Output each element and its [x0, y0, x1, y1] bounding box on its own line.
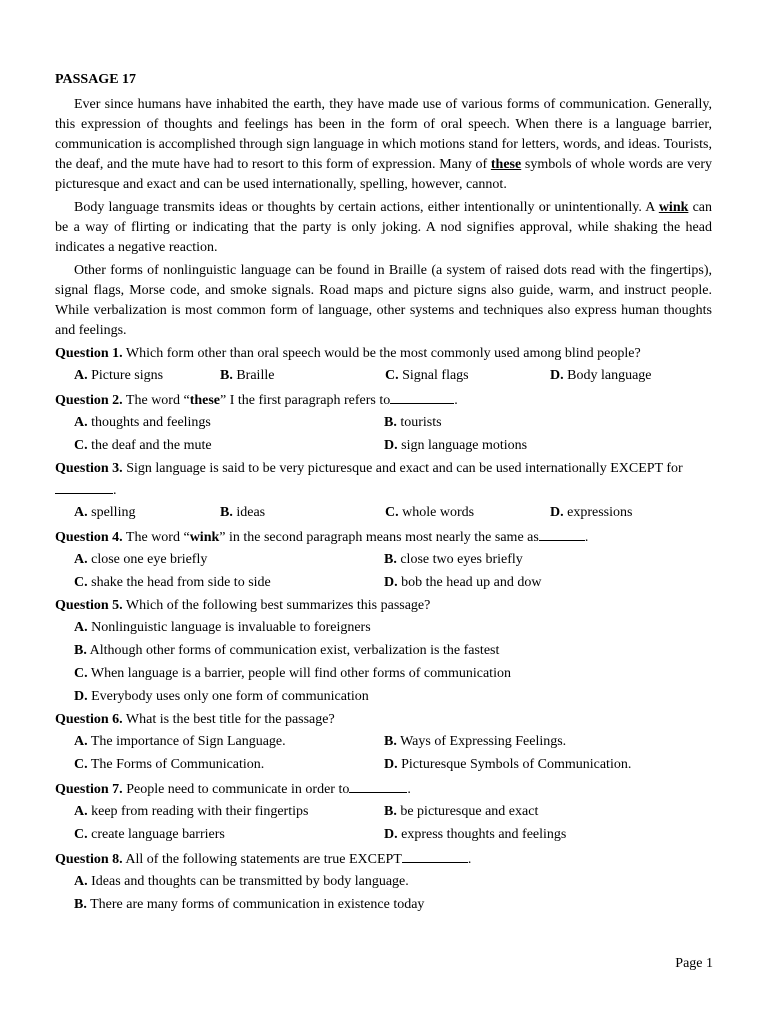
option-b [384, 732, 694, 752]
option-letter: B. [384, 734, 397, 749]
question-1-options [55, 366, 712, 386]
option-text: Picture signs [91, 368, 164, 383]
document-page [55, 70, 712, 918]
option-text: close two eyes briefly [400, 552, 523, 567]
option-letter: A. [74, 874, 88, 889]
question-end: . [467, 852, 472, 867]
question-label: Question 5. [55, 598, 123, 613]
option-text: Nonlinguistic language is invaluable to foreigners [91, 620, 371, 635]
highlighted-word-these: these [490, 157, 522, 172]
paragraph-text: symbols of whole words are very picturesque and exact and can be used internationally, spelling, however, cannot. [55, 157, 712, 192]
question-4 [55, 526, 712, 548]
option-text: The Forms of Communication. [90, 757, 265, 772]
question-2-options-row-2 [55, 436, 712, 456]
option-letter: A. [74, 620, 88, 635]
question-4-options-row-1 [55, 550, 712, 570]
question-keyword: these [189, 393, 221, 408]
question-text: ” I the first paragraph refers to [220, 393, 391, 408]
option-letter: C. [74, 438, 88, 453]
option-c [74, 436, 384, 456]
option-letter: B. [384, 415, 397, 430]
option-text: When language is a barrier, people will find other forms of communication [90, 666, 511, 681]
option-c [385, 366, 550, 386]
option-letter: D. [384, 438, 398, 453]
option-letter: C. [74, 575, 88, 590]
option-letter: A. [74, 804, 88, 819]
option-letter: C. [74, 666, 88, 681]
answer-blank [55, 479, 113, 494]
question-6-options-row-1 [55, 732, 712, 752]
option-d [384, 825, 694, 845]
passage-paragraph-2 [55, 198, 712, 258]
answer-blank [539, 526, 585, 541]
option-text: bob the head up and dow [401, 575, 542, 590]
option-b [384, 413, 694, 433]
question-end: . [113, 483, 117, 498]
option-text: There are many forms of communication in existence today [90, 897, 425, 912]
question-label: Question 7. [55, 782, 123, 797]
option-c [74, 755, 384, 775]
question-3-options [55, 503, 712, 523]
option-letter: D. [384, 827, 398, 842]
question-7-options-row-1 [55, 802, 712, 822]
question-8-option-b [55, 895, 712, 915]
question-5-option-d [55, 687, 712, 707]
option-letter: B. [384, 804, 397, 819]
option-a [74, 366, 220, 386]
option-text: The importance of Sign Language. [90, 734, 286, 749]
answer-blank [402, 848, 468, 863]
question-1 [55, 344, 712, 364]
option-letter: C. [74, 757, 88, 772]
question-end: . [584, 530, 589, 545]
option-letter: A. [74, 552, 88, 567]
option-letter: D. [550, 368, 564, 383]
option-letter: C. [385, 505, 399, 520]
option-a [74, 732, 384, 752]
question-end: . [454, 393, 458, 408]
question-7-options-row-2 [55, 825, 712, 845]
passage-title: PASSAGE 17 [55, 72, 137, 87]
question-label: Question 2. [55, 393, 123, 408]
question-6 [55, 710, 712, 730]
option-b [220, 366, 385, 386]
passage-paragraph-1 [55, 95, 712, 195]
option-letter: D. [384, 757, 398, 772]
option-text: Although other forms of communication exist, verbalization is the fastest [89, 643, 500, 658]
option-letter: B. [220, 368, 233, 383]
option-text: Ways of Expressing Feelings. [400, 734, 567, 749]
option-d [384, 436, 694, 456]
option-text: expressions [567, 505, 633, 520]
option-letter: A. [74, 415, 88, 430]
option-b [384, 550, 694, 570]
answer-blank [349, 778, 407, 793]
option-text: whole words [402, 505, 475, 520]
option-text: Signal flags [402, 368, 469, 383]
option-text: Braille [236, 368, 275, 383]
question-label: Question 8. [55, 852, 123, 867]
option-letter: D. [74, 689, 88, 704]
question-8-option-a [55, 872, 712, 892]
question-text: People need to communicate in order to [122, 782, 350, 797]
option-text: shake the head from side to side [91, 575, 271, 590]
option-d [384, 755, 694, 775]
option-text: be picturesque and exact [400, 804, 539, 819]
question-label: Question 6. [55, 712, 123, 727]
option-d [550, 366, 652, 386]
question-text: Which of the following best summarizes this passage? [122, 598, 431, 613]
option-text: Picturesque Symbols of Communication. [401, 757, 632, 772]
question-label: Question 4. [55, 530, 123, 545]
highlighted-word-wink: wink [658, 200, 689, 215]
question-label: Question 3. [55, 461, 123, 476]
option-d [384, 573, 694, 593]
option-d [550, 503, 632, 523]
paragraph-text: Body language transmits ideas or thoughts by certain actions, either intentionally or unintentionally. A [74, 200, 659, 215]
option-text: sign language motions [401, 438, 528, 453]
option-letter: B. [74, 897, 87, 912]
option-text: thoughts and feelings [91, 415, 211, 430]
question-text: What is the best title for the passage? [122, 712, 335, 727]
option-a [74, 503, 220, 523]
option-letter: B. [384, 552, 397, 567]
question-5-option-c [55, 664, 712, 684]
option-a [74, 550, 384, 570]
option-text: Everybody uses only one form of communication [91, 689, 369, 704]
question-6-options-row-2 [55, 755, 712, 775]
paragraph-text: Ever since humans have inhabited the earth, they have made use of various forms of communication. Generally, this expression of thoughts and feelings has been in the form of oral speech. When there is a language barrier, communication is accomplished through sign language in which motions stand for letters, words, and ideas. Tourists, the deaf, and the mute have had to resort to this form of expression. Many of [55, 97, 712, 172]
option-letter: C. [385, 368, 399, 383]
question-7 [55, 778, 712, 800]
question-2 [55, 389, 712, 411]
question-5 [55, 596, 712, 616]
paragraph-text: can be a way of flirting or indicating that the party is only joking. A nod signifies approval, while shaking the head indicates a negative reaction. [55, 200, 712, 255]
page-number: Page 1 [675, 956, 713, 971]
option-letter: D. [550, 505, 564, 520]
question-label: Question 1. [55, 346, 123, 361]
option-b [384, 802, 694, 822]
option-text: create language barriers [91, 827, 225, 842]
option-a [74, 802, 384, 822]
option-text: spelling [91, 505, 136, 520]
question-text: Sign language is said to be very picturesque and exact and can be used internationally EXCEPT for [122, 461, 683, 476]
question-5-option-a [55, 618, 712, 638]
question-5-option-b [55, 641, 712, 661]
option-text: tourists [400, 415, 442, 430]
question-keyword: wink [189, 530, 220, 545]
option-text: Body language [567, 368, 652, 383]
option-letter: B. [220, 505, 233, 520]
question-text: The word “ [122, 393, 190, 408]
option-letter: D. [384, 575, 398, 590]
question-text: Which form other than oral speech would be the most commonly used among blind people? [122, 346, 641, 361]
question-3 [55, 459, 712, 501]
question-4-options-row-2 [55, 573, 712, 593]
option-c [74, 825, 384, 845]
question-text: ” in the second paragraph means most nearly the same as [219, 530, 539, 545]
option-text: close one eye briefly [91, 552, 208, 567]
question-end: . [407, 782, 411, 797]
option-letter: A. [74, 368, 88, 383]
option-letter: A. [74, 505, 88, 520]
question-text: The word “ [122, 530, 190, 545]
option-letter: C. [74, 827, 88, 842]
option-c [385, 503, 550, 523]
question-8 [55, 848, 712, 870]
option-text: the deaf and the mute [91, 438, 212, 453]
passage-paragraph-3: Other forms of nonlinguistic language can be found in Braille (a system of raised dots read with the fingertips), signal flags, Morse code, and smoke signals. Road maps and picture signs also guide, warm, and instruct people. While verbalization is most common form of language, other systems and techniques also express human thoughts and feelings. [55, 263, 712, 338]
option-text: Ideas and thoughts can be transmitted by body language. [91, 874, 409, 889]
option-text: express thoughts and feelings [401, 827, 567, 842]
answer-blank [390, 389, 454, 404]
option-a [74, 413, 384, 433]
option-letter: B. [74, 643, 87, 658]
option-c [74, 573, 384, 593]
question-2-options-row-1 [55, 413, 712, 433]
option-text: keep from reading with their fingertips [91, 804, 309, 819]
option-text: ideas [236, 505, 266, 520]
option-letter: A. [74, 734, 88, 749]
question-text: All of the following statements are true EXCEPT [122, 852, 402, 867]
option-b [220, 503, 385, 523]
